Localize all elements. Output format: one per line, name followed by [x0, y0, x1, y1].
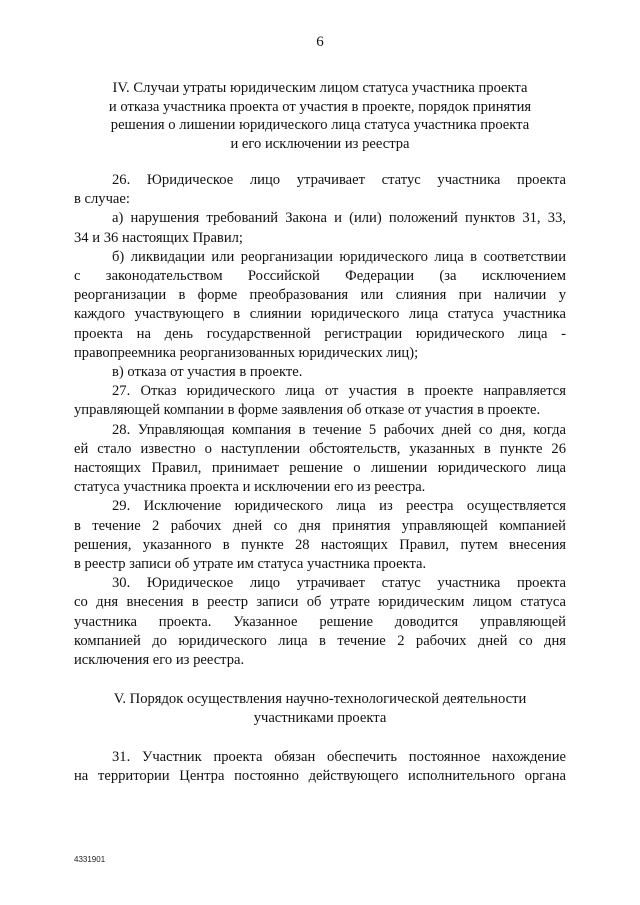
paragraph: [74, 248, 566, 363]
paragraph-line: решения, указанного в пункте 28 настоящих Правил, путем внесения: [74, 536, 566, 553]
heading-line: V. Порядок осуществления научно-технологической деятельности: [113, 691, 527, 707]
section-iv-body: [74, 171, 566, 670]
paragraph: [74, 209, 566, 247]
paragraph-line: 30. Юридическое лицо утрачивает статус участника проекта: [112, 575, 566, 592]
paragraph: [74, 171, 566, 209]
paragraph-line: 28. Управляющая компания в течение 5 рабочих дней со дня, когда: [112, 421, 566, 438]
paragraph-line: настоящих Правил, принимает решение о лишении юридического лица: [74, 460, 566, 477]
paragraph-line: компанией до юридического лица в течение 2 рабочих дней со дня: [74, 632, 566, 649]
paragraph: [74, 421, 566, 498]
paragraph-line: каждого участвующего в слиянии юридического лица статуса участника: [74, 306, 566, 323]
paragraph: [74, 363, 566, 382]
section-heading-iv: [70, 79, 570, 153]
paragraph-line: 34 и 36 настоящих Правил;: [74, 229, 243, 246]
paragraph: [74, 748, 566, 786]
paragraph: [74, 574, 566, 670]
paragraph-line: проекта на день государственной регистрации юридического лица -: [74, 325, 566, 342]
paragraph-line: в) отказа от участия в проекте.: [112, 364, 303, 381]
heading-line: IV. Случаи утраты юридическим лицом статуса участника проекта: [112, 80, 528, 96]
heading-line: участниками проекта: [253, 709, 387, 726]
paragraph-line: реорганизации в форме преобразования или слияния при наличии у: [74, 287, 566, 304]
heading-line: решения о лишении юридического лица статуса участника проекта: [110, 117, 530, 133]
paragraph: [74, 497, 566, 574]
heading-line: и его исключении из реестра: [230, 135, 410, 152]
paragraph-line: со дня внесения в реестр записи об утрате юридическим лицом статуса: [74, 594, 566, 611]
page-number: 6: [316, 34, 324, 50]
section-heading-v: [70, 690, 570, 727]
heading-line: и отказа участника проекта от участия в проекте, порядок принятия: [108, 98, 532, 115]
paragraph-line: 27. Отказ юридического лица от участия в проекте направляется: [112, 383, 566, 400]
paragraph-line: правопреемника реорганизованных юридических лиц);: [74, 344, 419, 361]
document-code: 4331901: [74, 855, 106, 864]
paragraph-line: с законодательством Российской Федерации (за исключением: [74, 268, 566, 285]
paragraph-line: 31. Участник проекта обязан обеспечить постоянное нахождение: [112, 749, 566, 765]
paragraph-line: б) ликвидации или реорганизации юридического лица в соответствии: [112, 248, 566, 265]
paragraph-line: ей стало известно о наступлении обстоятельств, указанных в пункте 26: [74, 440, 566, 457]
paragraph-line: 29. Исключение юридического лица из реестра осуществляется: [112, 498, 566, 515]
paragraph-line: статуса участника проекта и исключении его из реестра.: [74, 479, 426, 496]
paragraph-line: в реестр записи об утрате им статуса участника проекта.: [74, 556, 427, 573]
paragraph: [74, 382, 566, 420]
section-v-body: [74, 748, 566, 786]
paragraph-line: а) нарушения требований Закона и (или) положений пунктов 31, 33,: [112, 210, 566, 227]
paragraph-line: на территории Центра постоянно действующего исполнительного органа: [74, 768, 566, 785]
paragraph-line: 26. Юридическое лицо утрачивает статус участника проекта: [112, 172, 566, 188]
paragraph-line: управляющей компании в форме заявления об отказе от участия в проекте.: [74, 402, 541, 419]
paragraph-line: в течение 2 рабочих дней со дня принятия управляющей компанией: [74, 517, 566, 534]
paragraph-line: участника проекта. Указанное решение доводится управляющей: [74, 613, 566, 630]
paragraph-line: исключения его из реестра.: [74, 652, 245, 669]
paragraph-line: в случае:: [74, 191, 130, 208]
